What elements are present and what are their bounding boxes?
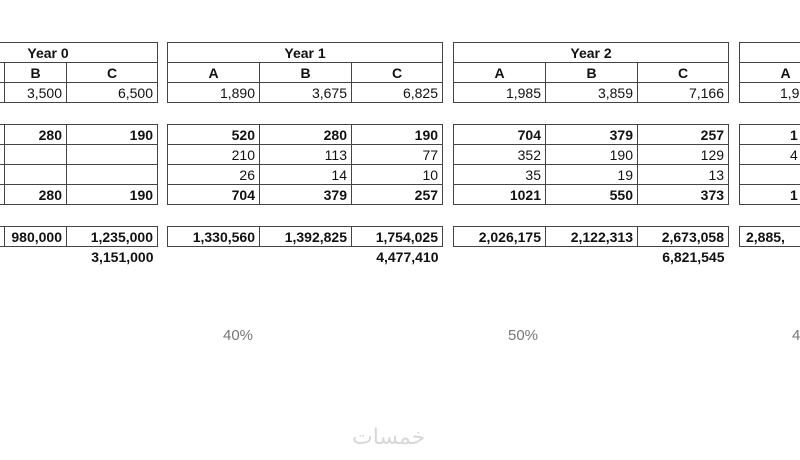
year2-r5-b: 550 bbox=[546, 185, 638, 205]
watermark-logo: خمسات bbox=[352, 425, 426, 450]
year2-r4-c: 13 bbox=[638, 165, 729, 185]
year2-col-a: A bbox=[454, 63, 546, 83]
year1-block bbox=[167, 42, 443, 267]
year3-title bbox=[740, 43, 800, 63]
year1-r1-b: 3,675 bbox=[260, 83, 352, 103]
year2-r1-c: 7,166 bbox=[638, 83, 729, 103]
year0-r4-b bbox=[5, 165, 67, 185]
year1-r5-b: 379 bbox=[260, 185, 352, 205]
year0-r2-c: 190 bbox=[67, 125, 158, 145]
year1-r3-a: 210 bbox=[168, 145, 260, 165]
year2-col-c: C bbox=[638, 63, 729, 83]
year1-r2-a: 520 bbox=[168, 125, 260, 145]
year3-block bbox=[739, 42, 800, 247]
year0-total: 3,151,000 bbox=[91, 248, 154, 265]
year3-r3-a: 4 bbox=[740, 145, 800, 165]
year0-r1-c: 6,500 bbox=[67, 83, 158, 103]
year3-col-a: A bbox=[740, 63, 800, 83]
year1-title: Year 1 bbox=[168, 43, 443, 63]
year0-r5-b: 280 bbox=[5, 185, 67, 205]
year2-r2-b: 379 bbox=[546, 125, 638, 145]
year1-col-a: A bbox=[168, 63, 260, 83]
year1-r5-c: 257 bbox=[352, 185, 443, 205]
year2-r5-a: 1021 bbox=[454, 185, 546, 205]
year0-r6-b: 980,000 bbox=[5, 227, 67, 247]
year2-r3-c: 129 bbox=[638, 145, 729, 165]
year1-r2-b: 280 bbox=[260, 125, 352, 145]
year1-col-b: B bbox=[260, 63, 352, 83]
year2-title: Year 2 bbox=[454, 43, 729, 63]
year1-total: 4,477,410 bbox=[376, 248, 439, 265]
year1-r4-a: 26 bbox=[168, 165, 260, 185]
year1-growth-pct: 40% bbox=[223, 327, 254, 344]
year1-r6-c: 1,754,025 bbox=[352, 227, 443, 247]
year2-r5-c: 373 bbox=[638, 185, 729, 205]
year3-r4-a bbox=[740, 165, 800, 185]
year2-r6-b: 2,122,313 bbox=[546, 227, 638, 247]
year2-r2-c: 257 bbox=[638, 125, 729, 145]
year2-r4-a: 35 bbox=[454, 165, 546, 185]
year3-r2-a: 1 bbox=[740, 125, 800, 145]
year1-r5-a: 704 bbox=[168, 185, 260, 205]
year1-r6-b: 1,392,825 bbox=[260, 227, 352, 247]
year0-r6-c: 1,235,000 bbox=[67, 227, 158, 247]
year2-r4-b: 19 bbox=[546, 165, 638, 185]
year0-block bbox=[0, 42, 158, 267]
year1-r1-c: 6,825 bbox=[352, 83, 443, 103]
year2-r2-a: 704 bbox=[454, 125, 546, 145]
year1-r3-c: 77 bbox=[352, 145, 443, 165]
year2-r3-a: 352 bbox=[454, 145, 546, 165]
year0-col-c: C bbox=[67, 63, 158, 83]
year3-r1-a: 1,9 bbox=[740, 83, 800, 103]
year2-r6-c: 2,673,058 bbox=[638, 227, 729, 247]
year1-col-c: C bbox=[352, 63, 443, 83]
year1-r2-c: 190 bbox=[352, 125, 443, 145]
year0-r2-b: 280 bbox=[5, 125, 67, 145]
year2-r6-a: 2,026,175 bbox=[454, 227, 546, 247]
year2-r1-b: 3,859 bbox=[546, 83, 638, 103]
year0-r4-c bbox=[67, 165, 158, 185]
year0-r1-b: 3,500 bbox=[5, 83, 67, 103]
year2-col-b: B bbox=[546, 63, 638, 83]
year1-r4-c: 10 bbox=[352, 165, 443, 185]
year2-growth-pct: 50% bbox=[508, 327, 539, 344]
year0-title: Year 0 bbox=[0, 43, 158, 63]
year2-r1-a: 1,985 bbox=[454, 83, 546, 103]
year0-r3-c bbox=[67, 145, 158, 165]
year2-total: 6,821,545 bbox=[662, 248, 725, 265]
year0-col-b: B bbox=[5, 63, 67, 83]
year1-r6-a: 1,330,560 bbox=[168, 227, 260, 247]
year1-r3-b: 113 bbox=[260, 145, 352, 165]
year1-r1-a: 1,890 bbox=[168, 83, 260, 103]
year3-growth-pct: 4 bbox=[792, 327, 800, 344]
year3-r6-a: 2,885, bbox=[740, 227, 800, 247]
year2-r3-b: 190 bbox=[546, 145, 638, 165]
year0-r5-c: 190 bbox=[67, 185, 158, 205]
year2-block bbox=[453, 42, 729, 267]
year3-r5-a: 1 bbox=[740, 185, 800, 205]
year0-r3-b bbox=[5, 145, 67, 165]
year1-r4-b: 14 bbox=[260, 165, 352, 185]
